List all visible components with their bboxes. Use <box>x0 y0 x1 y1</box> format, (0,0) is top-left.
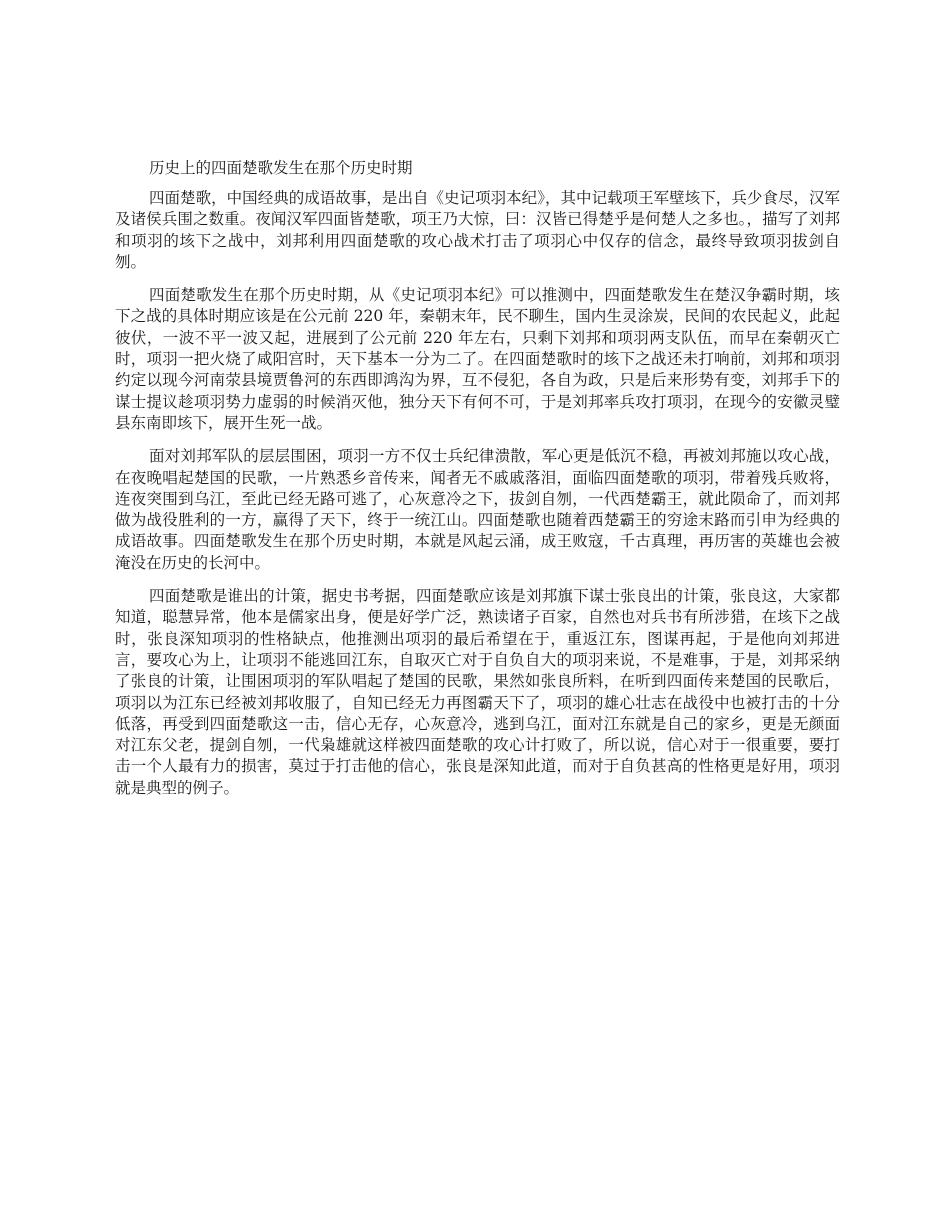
paragraph-2: 四面楚歌发生在那个历史时期，从《史记项羽本纪》可以推测中，四面楚歌发生在楚汉争霸时期，垓下之战的具体时期应该是在公元前 220 年，秦朝末年，民不聊生，国内生灵涂炭，民间的农民起义，此起彼伏，一波不平一波又起，进展到了公元前 220 年左右，只剩下刘邦和项羽两支队伍，而早在秦朝灭亡时，项羽一把火烧了咸阳宫时，天下基本一分为二了。在四面楚歌时的垓下之战还未打响前，刘邦和项羽约定以现今河南荥县境贾鲁河的东西即鸿沟为界，互不侵犯，各自为政，只是后来形势有变，刘邦手下的谋士提议趁项羽势力虚弱的时候消灭他，独分天下有何不可，于是刘邦率兵攻打项羽，在现今的安徽灵璧县东南即垓下，展开生死一战。 <box>115 286 840 432</box>
paragraph-4: 四面楚歌是谁出的计策，据史书考据，四面楚歌应该是刘邦旗下谋士张良出的计策，张良这，大家都知道，聪慧异常，他本是儒家出身，便是好学广泛，熟读诸子百家，自然也对兵书有所涉猎，在垓下之战时，张良深知项羽的性格缺点，他推测出项羽的最后希望在于，重返江东，图谋再起，于是他向刘邦进言，要攻心为上，让项羽不能逃回江东，自取灭亡对于自负自大的项羽来说，不是难事，于是，刘邦采纳了张良的计策，让围困项羽的军队唱起了楚国的民歌，果然如张良所料，在听到四面传来楚国的民歌后，项羽以为江东已经被刘邦收服了，自知已经无力再图霸天下了，项羽的雄心壮志在战役中也被打击的十分低落，再受到四面楚歌这一击，信心无存，心灰意冷，逃到乌江，面对江东就是自己的家乡，更是无颜面对江东父老，提剑自刎，一代枭雄就这样被四面楚歌的攻心计打败了，所以说，信心对于一很重要，要打击一个人最有力的损害，莫过于打击他的信心，张良是深知此道，而对于自负甚高的性格更是好用，项羽就是典型的例子。 <box>115 587 840 797</box>
paragraph-3: 面对刘邦军队的层层围困，项羽一方不仅士兵纪律溃散，军心更是低沉不稳，再被刘邦施以攻心战，在夜晚唱起楚国的民歌，一片熟悉乡音传来，闻者无不戚戚落泪，面临四面楚歌的项羽，带着残兵败将，连夜突围到乌江，至此已经无路可逃了，心灰意冷之下，拔剑自刎，一代西楚霸王，就此陨命了，而刘邦做为战役胜利的一方，赢得了天下，终于一统江山。四面楚歌也随着西楚霸王的穷途末路而引申为经典的成语故事。四面楚歌发生在那个历史时期，本就是风起云涌，成王败寇，千古真理，再历害的英雄也会被淹没在历史的长河中。 <box>115 447 840 572</box>
paragraph-1: 四面楚歌，中国经典的成语故事，是出自《史记项羽本纪》，其中记载项王军壁垓下，兵少食尽，汉军及诸侯兵围之数重。夜闻汉军四面皆楚歌，项王乃大惊，曰：汉皆已得楚乎是何楚人之多也。，描写了刘邦和项羽的垓下之战中，刘邦利用四面楚歌的攻心战术打击了项羽心中仅存的信念，最终导致项羽拔剑自刎。 <box>115 189 840 271</box>
document-title: 历史上的四面楚歌发生在那个历史时期 <box>149 159 413 177</box>
document-page <box>115 158 840 811</box>
